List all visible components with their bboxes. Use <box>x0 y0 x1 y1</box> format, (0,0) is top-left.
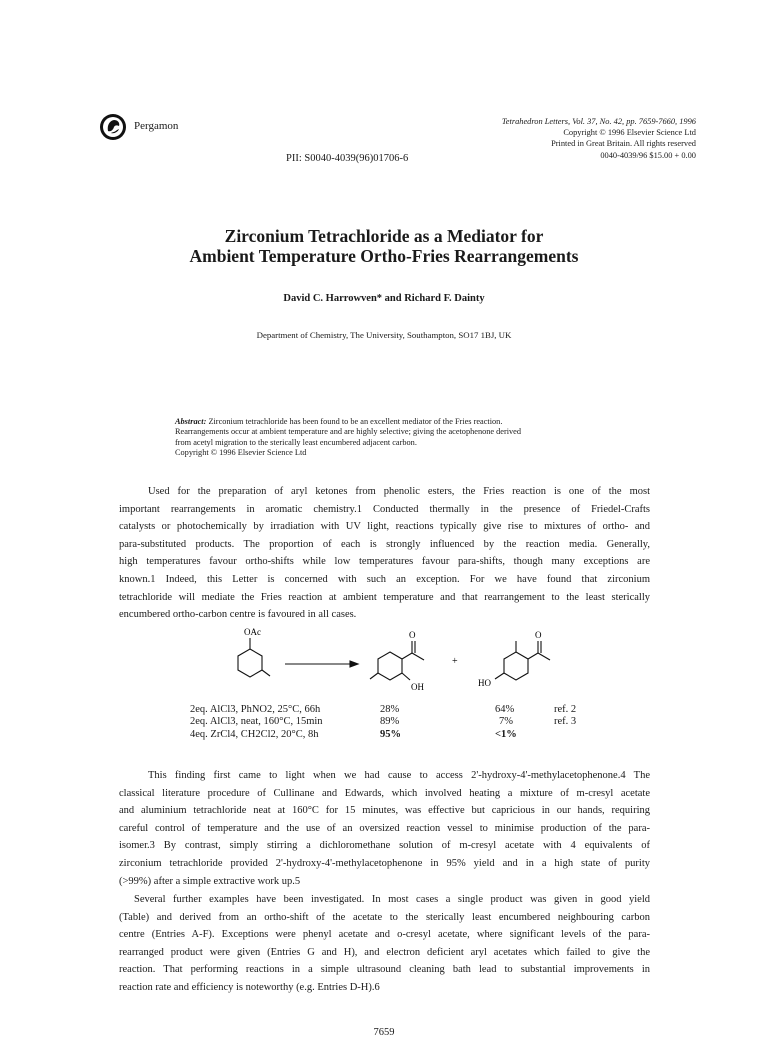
para-line: Used for the preparation of aryl ketones from phenolic esters, the Fries reaction is one of the most <box>148 486 650 497</box>
condition: 2eq. AlCl3, PhNO2, 25°C, 66h <box>190 704 321 715</box>
para-line: catalysts or photochemically by irradiation with UV light, reactions typically give rise to mixtures of ortho- and <box>119 521 650 533</box>
affiliation: Department of Chemistry, The University, Southampton, SO17 1BJ, UK <box>256 330 512 340</box>
title-line-1: Zirconium Tetrachloride as a Mediator for <box>224 226 544 246</box>
intro-paragraph <box>119 483 650 624</box>
copyright-line: Copyright © 1996 Elsevier Science Ltd <box>563 128 696 138</box>
reference: ref. 2 <box>554 704 577 715</box>
para-line: high temperatures favour ortho-shifts while low temperatures favour para-shifts, though many exceptions are <box>119 556 650 568</box>
abstract-line-1: Abstract: Zirconium tetrachloride has been found to be an excellent mediator of the Fries reaction. <box>175 417 503 426</box>
authors: David C. Harrowven* and Richard F. Dainty <box>283 293 485 304</box>
para-line: This finding first came to light when we had cause to access 2'-hydroxy-4'-methylacetophenone.4 The <box>148 770 650 781</box>
para-line: reaction. That performing reactions in a simple ultrasound cleaning bath lead to substantial improvements in <box>119 964 650 976</box>
scheme-structures <box>190 624 590 694</box>
publisher-name: Pergamon <box>134 120 179 132</box>
para-yield: 64% <box>495 704 515 715</box>
journal-info <box>396 116 696 161</box>
oac-label: OAc <box>244 627 261 637</box>
reference: ref. 3 <box>554 716 577 728</box>
para-yield: 7% <box>499 716 513 728</box>
para-line: zirconium tetrachloride provided 2'-hydroxy-4'-methylacetophenone in 95% yield and in a high state of purity <box>119 857 650 869</box>
para-yield: <1% <box>495 728 517 740</box>
abstract <box>175 417 605 459</box>
price-code: 0040-4039/96 $15.00 + 0.00 <box>600 150 696 160</box>
para-line: known.1 Indeed, this Letter is concerned with such an exception. For we have found that zirconium <box>119 573 650 585</box>
para-line: tetrachloride will mediate the Fries reaction at ambient temperature and that rearrangement to the least sterically <box>119 591 650 603</box>
para-line: Several further examples have been investigated. In most cases a single product was given in good yield <box>134 894 650 905</box>
printed-line: Printed in Great Britain. All rights reserved <box>551 139 696 149</box>
p1-oh-label: OH <box>411 682 424 692</box>
pii: PII: S0040-4039(96)01706-6 <box>286 153 409 164</box>
para-line: para-substituted products. The proportion of each is strongly influenced by the reaction media. Generally, <box>119 538 650 550</box>
paragraph-2 <box>119 767 650 890</box>
abstract-copyright: Copyright © 1996 Elsevier Science Ltd <box>175 448 307 458</box>
article-title <box>0 226 768 266</box>
ortho-yield: 28% <box>380 704 400 715</box>
para-line: rearranged product were given (Entries G and H), and electron deficient aryl acetates which failed to give the <box>119 946 650 958</box>
para-line: isomer.3 By contrast, simply stirring a dichloromethane solution of m-cresyl acetate with 4 equivalents of <box>119 840 650 852</box>
abstract-line-2: Rearrangements occur at ambient temperature and are highly selective; giving the acetophenone derived <box>175 427 522 437</box>
para-line: (>99%) after a simple extractive work up.5 <box>119 875 301 887</box>
page-number: 7659 <box>373 1027 395 1038</box>
ortho-yield: 89% <box>380 716 400 728</box>
title-line-2: Ambient Temperature Ortho-Fries Rearrangements <box>189 246 579 266</box>
conditions-table <box>0 704 768 744</box>
p2-ho-label: HO <box>478 678 491 688</box>
p1-carbonyl-label: O <box>409 630 416 640</box>
para-line: careful control of temperature and the use of an oversized reaction vessel to minimise production of the para- <box>119 822 650 834</box>
publisher-logo <box>99 113 127 141</box>
para-line: encumbered ortho-carbon centre is favoured in all cases. <box>119 609 357 621</box>
para-line: reaction rate and efficiency is noteworthy (e.g. Entries D-H).6 <box>119 981 380 993</box>
abstract-line-3: from acetyl migration to the sterically least encumbered adjacent carbon. <box>175 437 417 447</box>
paragraph-3 <box>119 891 650 997</box>
ortho-yield: 95% <box>380 728 401 740</box>
plus-sign: + <box>452 656 458 667</box>
condition: 4eq. ZrCl4, CH2Cl2, 20°C, 8h <box>190 728 319 740</box>
journal-citation: Tetrahedron Letters, Vol. 37, No. 42, pp. 7659-7660, 1996 <box>501 117 696 126</box>
para-line: centre (Entries A-F). Exceptions were phenyl acetate and o-cresyl acetate, where significant levels of the para- <box>119 929 650 941</box>
abstract-label: Abstract: <box>175 417 207 426</box>
condition: 2eq. AlCl3, neat, 160°C, 15min <box>190 716 323 728</box>
reaction-scheme <box>190 624 590 694</box>
para-line: (Table) and derived from an ortho-shift of the acetate to the sterically least encumbered neighbouring carbon <box>119 911 650 923</box>
para-line: classical literature procedure of Cullinane and Edwards, which involved heating a mixture of m-cresyl acetate <box>119 787 650 799</box>
para-line: important rearrangements in aromatic chemistry.1 Conducted thermally in the presence of Friedel-Crafts <box>119 503 650 515</box>
para-line: and aluminium tetrachloride neat at 160°C for 15 minutes, was effective but capricious in our hands, requiring <box>119 805 650 817</box>
p2-carbonyl-label: O <box>535 630 542 640</box>
